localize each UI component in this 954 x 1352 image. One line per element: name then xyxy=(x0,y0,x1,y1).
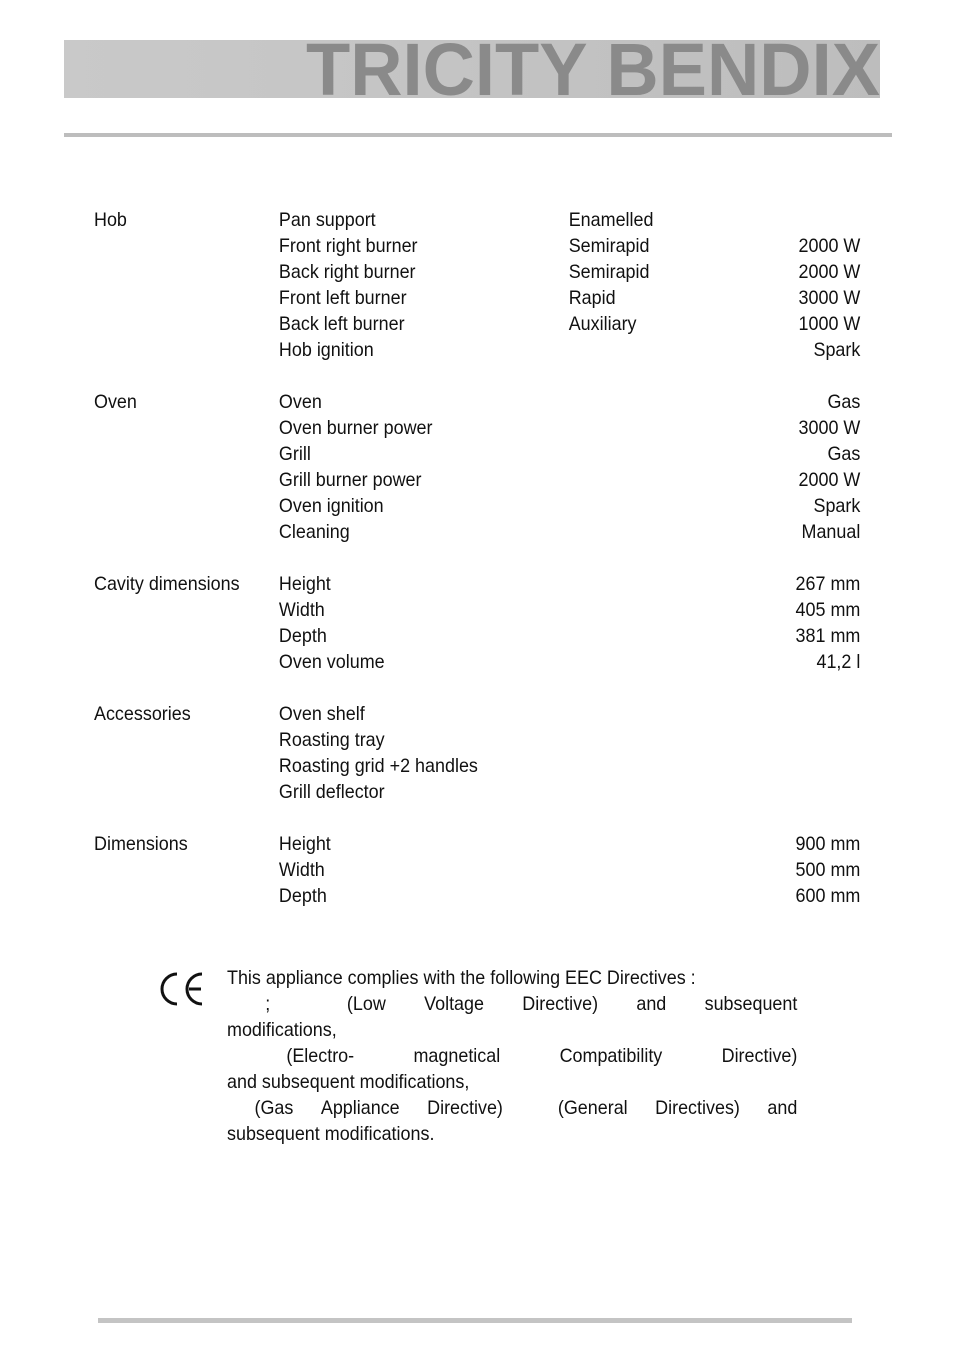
spec-row xyxy=(94,883,860,909)
spec-row xyxy=(94,233,860,259)
compliance-word: and xyxy=(636,993,667,1015)
spec-value: 3000 W xyxy=(798,417,861,439)
compliance-word: and xyxy=(767,1097,798,1119)
spec-row xyxy=(94,623,860,649)
compliance-word: Directive) xyxy=(721,1045,798,1067)
spec-value: 405 mm xyxy=(795,599,861,621)
spec-item: Grill xyxy=(278,443,311,465)
spec-group xyxy=(94,701,860,805)
spec-value: Spark xyxy=(813,339,861,361)
spec-item: Back right burner xyxy=(278,261,416,283)
compliance-line xyxy=(227,991,797,1017)
compliance-word: Compatibility xyxy=(559,1045,663,1067)
spec-item: Roasting grid +2 handles xyxy=(278,755,478,777)
spec-row xyxy=(94,857,860,883)
section-label: Accessories xyxy=(94,703,191,725)
compliance-line xyxy=(227,1121,797,1147)
spec-row xyxy=(94,467,860,493)
spec-item: Hob ignition xyxy=(278,339,374,361)
compliance-word: ; xyxy=(265,993,271,1015)
spec-value: 267 mm xyxy=(795,573,861,595)
spec-item: Oven shelf xyxy=(278,703,365,725)
spec-row xyxy=(94,207,860,233)
spec-value: 3000 W xyxy=(798,287,861,309)
compliance-word: Directive) xyxy=(522,993,599,1015)
brand-wordmark: TRICITY BENDIX xyxy=(306,28,880,111)
spec-row xyxy=(94,779,860,805)
spec-item: Width xyxy=(278,859,325,881)
spec-row xyxy=(94,259,860,285)
spec-value: Gas xyxy=(827,391,861,413)
spec-item: Depth xyxy=(278,625,327,647)
compliance-statement xyxy=(227,965,798,1147)
specifications-table xyxy=(94,207,860,935)
spec-row xyxy=(94,493,860,519)
section-label: Cavity dimensions xyxy=(94,573,240,595)
spec-item: Oven xyxy=(278,391,322,413)
spec-row xyxy=(94,389,860,415)
spec-item: Oven burner power xyxy=(278,417,433,439)
brand-logo xyxy=(306,28,882,111)
spec-type: Enamelled xyxy=(568,209,654,231)
compliance-word: Directives) xyxy=(655,1097,740,1119)
compliance-line xyxy=(227,1017,797,1043)
spec-type: Rapid xyxy=(568,287,616,309)
spec-item: Pan support xyxy=(278,209,376,231)
compliance-word: modifications, xyxy=(227,1019,337,1041)
compliance-line xyxy=(227,965,797,991)
spec-row xyxy=(94,727,860,753)
spec-value: Spark xyxy=(813,495,861,517)
header-divider xyxy=(64,133,892,137)
spec-row xyxy=(94,701,860,727)
compliance-word: and subsequent modifications, xyxy=(227,1071,470,1093)
spec-row xyxy=(94,337,860,363)
compliance-word: (Gas xyxy=(254,1097,294,1119)
spec-item: Depth xyxy=(278,885,327,907)
spec-item: Grill deflector xyxy=(278,781,385,803)
compliance-word: magnetical xyxy=(413,1045,501,1067)
section-label: Dimensions xyxy=(94,833,188,855)
spec-group xyxy=(94,207,860,363)
compliance-line xyxy=(227,1043,797,1069)
spec-row xyxy=(94,649,860,675)
spec-type: Auxiliary xyxy=(568,313,637,335)
spec-type: Semirapid xyxy=(568,235,650,257)
spec-type: Semirapid xyxy=(568,261,650,283)
spec-item: Grill burner power xyxy=(278,469,422,491)
spec-item: Back left burner xyxy=(278,313,405,335)
spec-value: 1000 W xyxy=(798,313,861,335)
spec-value: 900 mm xyxy=(795,833,861,855)
spec-row xyxy=(94,753,860,779)
compliance-word: subsequent xyxy=(704,993,798,1015)
spec-row xyxy=(94,285,860,311)
spec-item: Width xyxy=(278,599,325,621)
compliance-word: (Electro- xyxy=(286,1045,355,1067)
spec-value: 41,2 l xyxy=(816,651,861,673)
spec-value: 500 mm xyxy=(795,859,861,881)
spec-item: Oven ignition xyxy=(278,495,384,517)
section-label: Oven xyxy=(94,391,137,413)
spec-row xyxy=(94,519,860,545)
spec-item: Front left burner xyxy=(278,287,407,309)
spec-value: 2000 W xyxy=(798,469,861,491)
compliance-word: This appliance complies with the following EEC Directives : xyxy=(227,967,696,989)
spec-item: Oven volume xyxy=(278,651,385,673)
compliance-word: (Low xyxy=(346,993,386,1015)
compliance-word: (General xyxy=(557,1097,628,1119)
ce-mark-icon xyxy=(158,970,206,1008)
spec-item: Cleaning xyxy=(278,521,350,543)
compliance-word: Directive) xyxy=(427,1097,503,1119)
spec-value: Manual xyxy=(801,521,861,543)
spec-item: Height xyxy=(278,833,331,855)
spec-row xyxy=(94,597,860,623)
spec-group xyxy=(94,389,860,545)
spec-item: Height xyxy=(278,573,331,595)
compliance-line xyxy=(227,1095,797,1121)
spec-row xyxy=(94,571,860,597)
spec-row xyxy=(94,441,860,467)
spec-value: Gas xyxy=(827,443,861,465)
spec-item: Roasting tray xyxy=(278,729,385,751)
spec-value: 381 mm xyxy=(795,625,861,647)
spec-value: 2000 W xyxy=(798,235,861,257)
compliance-line xyxy=(227,1069,797,1095)
compliance-word: Appliance xyxy=(320,1097,400,1119)
spec-value: 600 mm xyxy=(795,885,861,907)
section-label: Hob xyxy=(94,209,127,231)
spec-group xyxy=(94,571,860,675)
spec-item: Front right burner xyxy=(278,235,418,257)
footer-divider xyxy=(98,1318,852,1323)
spec-group xyxy=(94,831,860,909)
compliance-word: Voltage xyxy=(424,993,484,1015)
compliance-word: subsequent modifications. xyxy=(227,1123,435,1145)
spec-row xyxy=(94,415,860,441)
spec-value: 2000 W xyxy=(798,261,861,283)
spec-row xyxy=(94,311,860,337)
spec-row xyxy=(94,831,860,857)
